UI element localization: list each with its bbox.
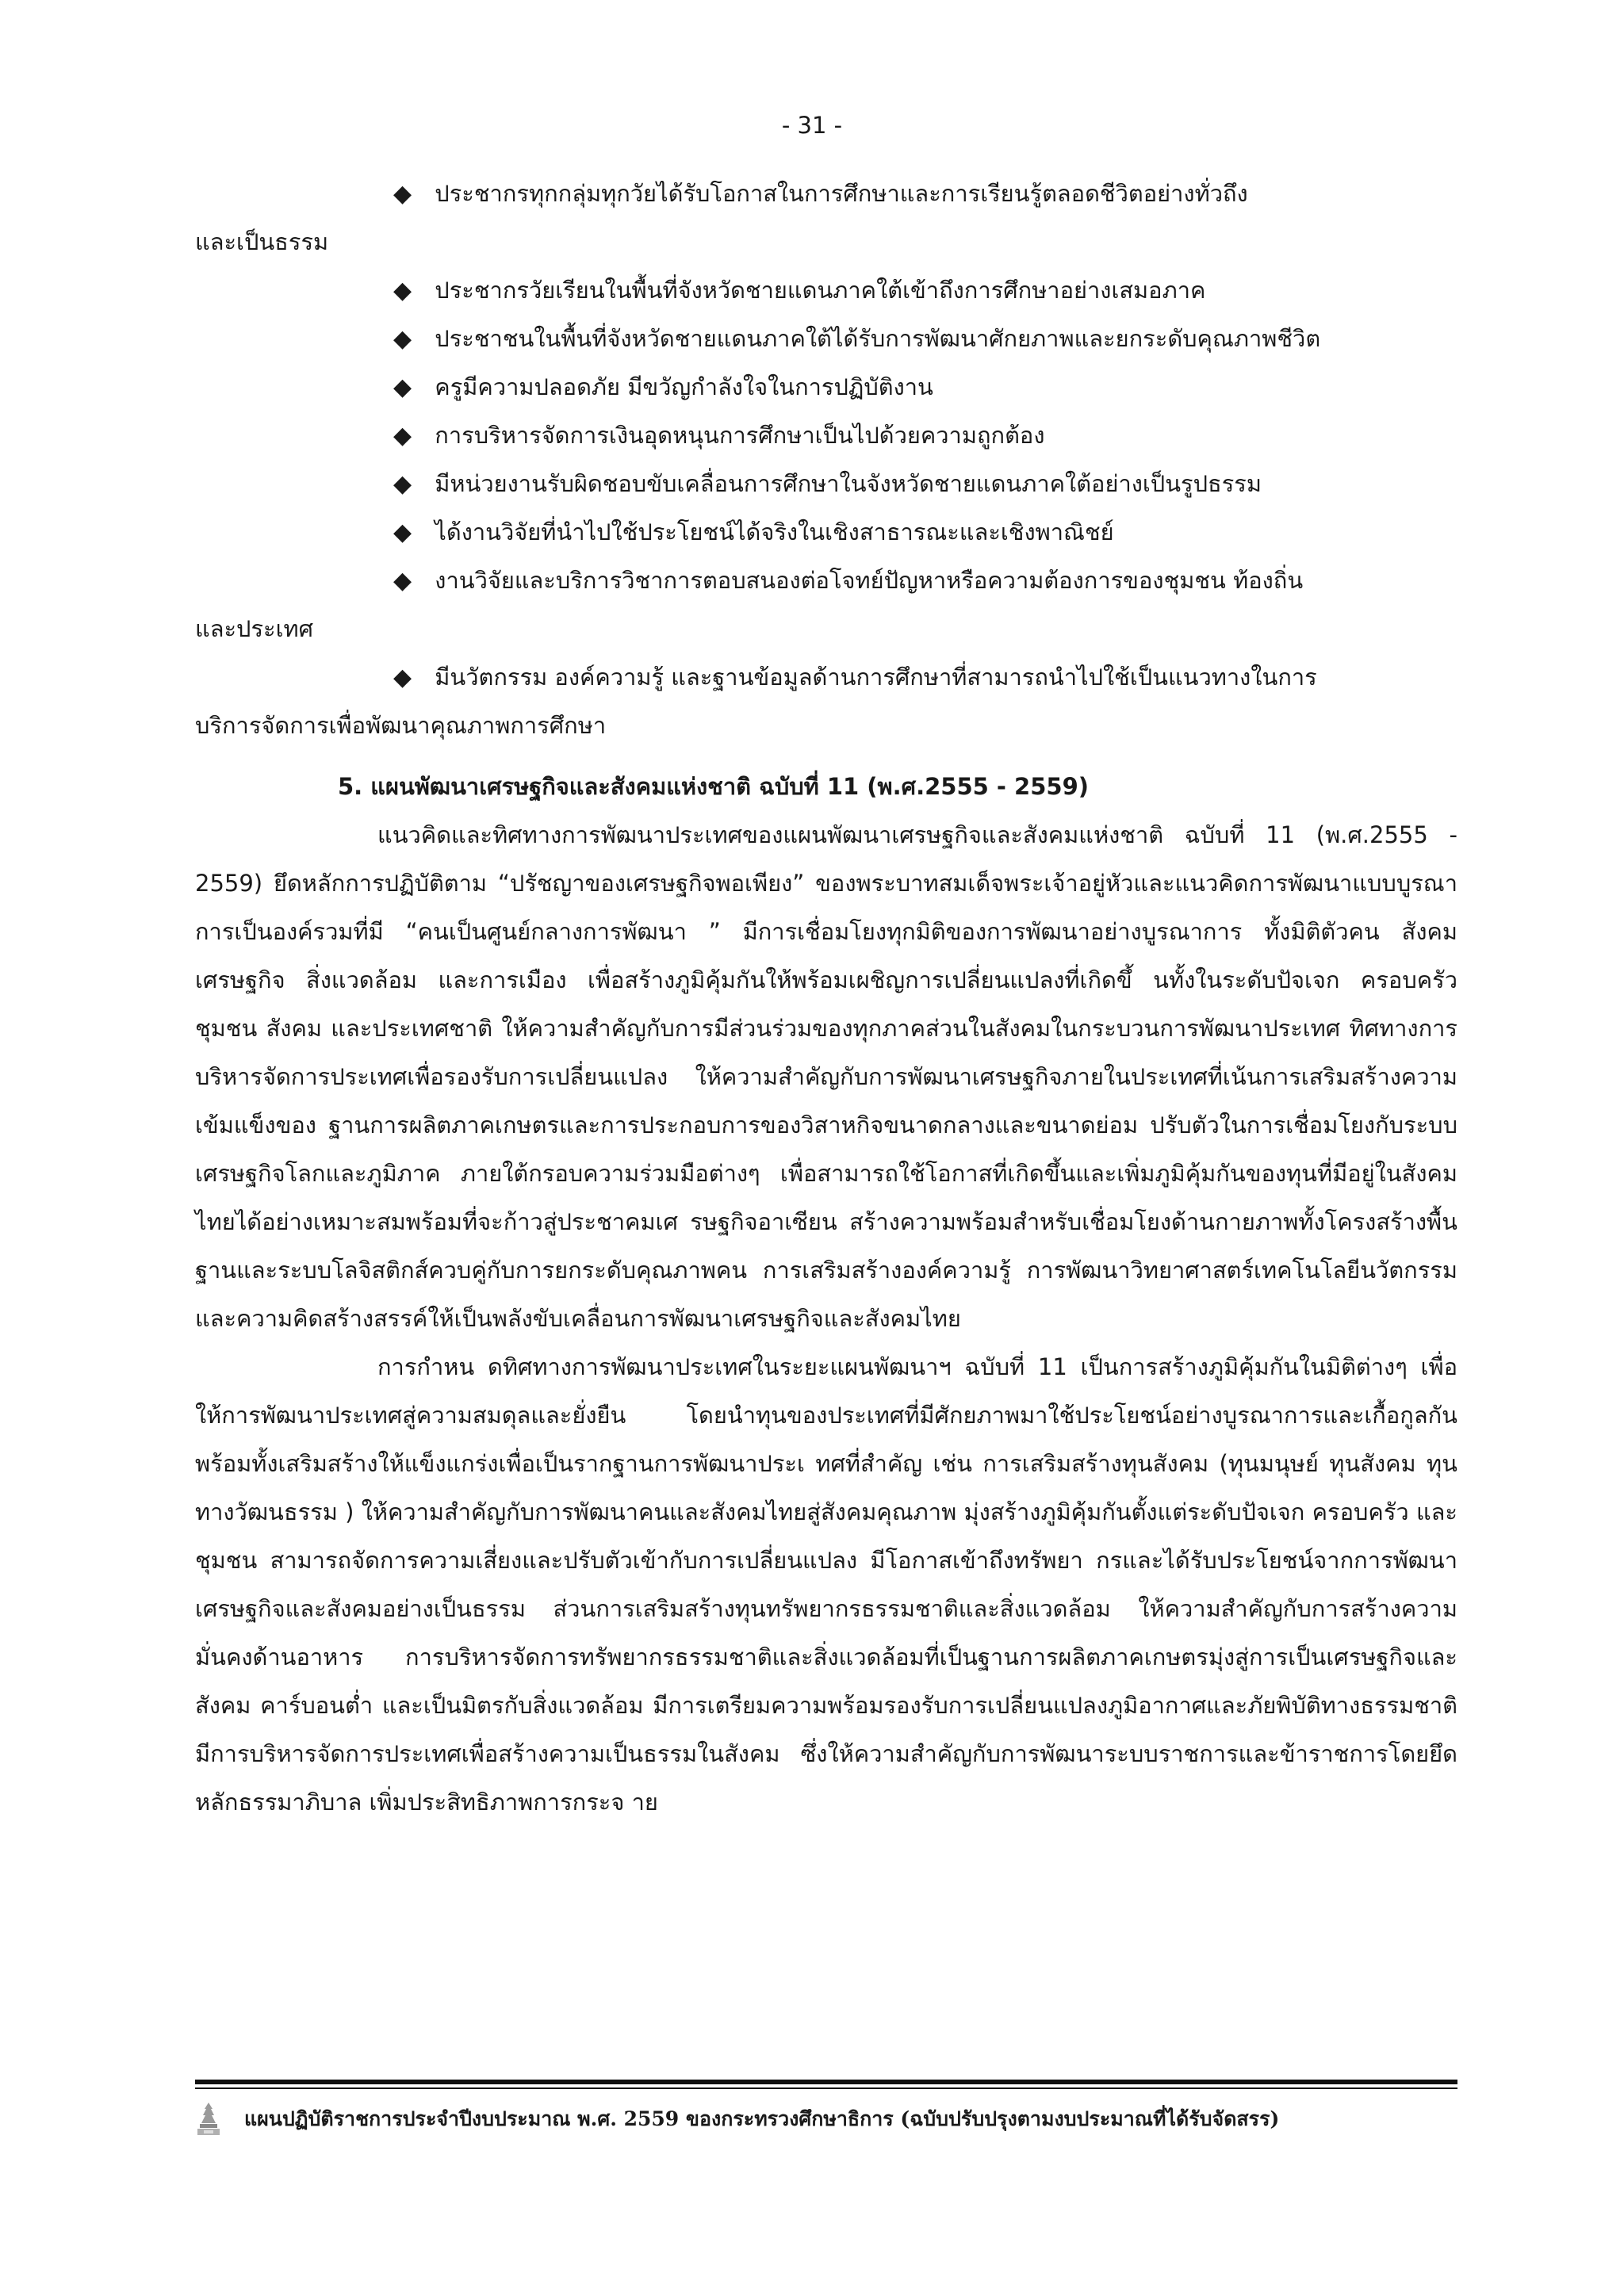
bullet-text: ครูมีความปลอดภัย มีขวัญกำลังใจในการปฏิบัติงาน (435, 373, 933, 400)
bullet-item (195, 557, 1457, 653)
footer-rule-thick (195, 2080, 1457, 2084)
diamond-bullet-icon: ◆ (393, 325, 412, 353)
diamond-bullet-icon: ◆ (393, 664, 412, 691)
bullet-item (195, 315, 1457, 363)
ministry-emblem-icon (195, 2101, 222, 2137)
bullet-text: ได้งานวิจัยที่นำไปใช้ประโยชน์ได้จริงในเชิงสาธารณะและเชิงพาณิชย์ (435, 519, 1114, 545)
diamond-bullet-icon: ◆ (393, 277, 412, 304)
bullet-text: ประชาชนในพื้นที่จังหวัดชายแดนภาคใต้ได้รับการพัฒนาศักยภาพและยกระดับคุณภาพชีวิต (435, 325, 1321, 352)
bullet-item (195, 653, 1457, 750)
footer (195, 2101, 1457, 2137)
bullet-text: ประชากรทุกกลุ่มทุกวัยได้รับโอกาสในการศึกษาและการเรียนรู้ตลอดชีวิตอย่างทั่วถึง (435, 180, 1248, 207)
bullet-continuation: บริการจัดการเพื่อพัฒนาคุณภาพการศึกษา (195, 712, 607, 739)
diamond-bullet-icon: ◆ (393, 567, 412, 595)
bullet-text: งานวิจัยและบริการวิชาการตอบสนองต่อโจทย์ปัญหาหรือความต้องการของชุมชน ท้องถิ่น (435, 567, 1304, 594)
bullet-item (195, 460, 1457, 508)
diamond-bullet-icon: ◆ (393, 422, 412, 450)
bullet-item (195, 170, 1457, 266)
bullet-continuation: และประเทศ (195, 615, 314, 642)
body-paragraph-2: การกำหน ดทิศทางการพัฒนาประเทศในระยะแผนพัฒนาฯ ฉบับที่ 11 เป็นการสร้างภูมิคุ้มกันในมิติต่างๆ เพื่อให้การพัฒนาประเทศสู่ความสมดุลและยั่งยืน โดยนำทุนของประเทศที่มีศักยภาพมาใช้ประโยชน์อย่างบูรณาการและเกื้อกูลกัน พร้อมทั้งเสริมสร้างให้แข็งแกร่งเพื่อเป็นรากฐานการพัฒนาประเ ทศที่สำคัญ เช่น การเสริมสร้างทุนสังคม (ทุนมนุษย์ ทุนสังคม ทุนทางวัฒนธรรม ) ให้ความสำคัญกับการพัฒนาคนและสังคมไทยสู่สังคมคุณภาพ มุ่งสร้างภูมิคุ้มกันตั้งแต่ระดับปัจเจก ครอบครัว และชุมชน สามารถจัดการความเสี่ยงและปรับตัวเข้ากับการเปลี่ยนแปลง มีโอกาสเข้าถึงทรัพยา กรและได้รับประโยชน์จากการพัฒนาเศรษฐกิจและสังคมอย่างเป็นธรรม ส่วนการเสริมสร้างทุนทรัพยากรธรรมชาติและสิ่งแวดล้อม ให้ความสำคัญกับการสร้างความมั่นคงด้านอาหาร การบริหารจัดการทรัพยากรธรรมชาติและสิ่งแวดล้อมที่เป็นฐานการผลิตภาคเกษตรมุ่งสู่การเป็นเศรษฐกิจและสังคม คาร์บอนต่ำ และเป็นมิตรกับสิ่งแวดล้อม มีการเตรียมความพร้อมรองรับการเปลี่ยนแปลงภูมิอากาศและภัยพิบัติทางธรรมชาติ มีการบริหารจัดการประเทศเพื่อสร้างความเป็นธรรมในสังคม ซึ่งให้ความสำคัญกับการพัฒนาระบบราชการและข้าราชการโดยยึดหลักธรรมาภิบาล เพิ่มประสิทธิภาพการกระจ าย (195, 1353, 1457, 1816)
section-heading: 5. แผนพัฒนาเศรษฐกิจและสังคมแห่งชาติ ฉบับที่ 11 (พ.ศ.2555 - 2559) (338, 773, 1090, 800)
page-number: - 31 - (781, 112, 843, 139)
diamond-bullet-icon: ◆ (393, 373, 412, 401)
document-body (195, 170, 1457, 1827)
bullet-item (195, 363, 1457, 411)
bullet-list (195, 170, 1457, 750)
bullet-item (195, 508, 1457, 557)
bullet-text: ประชากรวัยเรียนในพื้นที่จังหวัดชายแดนภาคใต้เข้าถึงการศึกษาอย่างเสมอภาค (435, 277, 1206, 304)
diamond-bullet-icon: ◆ (393, 519, 412, 546)
bullet-text: มีหน่วยงานรับผิดชอบขับเคลื่อนการศึกษาในจังหวัดชายแดนภาคใต้อย่างเป็นรูปธรรม (435, 470, 1262, 497)
footer-text: แผนปฏิบัติราชการประจำปีงบประมาณ พ.ศ. 2559 ของกระทรวงศึกษาธิการ (ฉบับปรับปรุงตามงบประมาณที่ได้รับจัดสรร) (244, 2107, 1280, 2130)
bullet-continuation: และเป็นธรรม (195, 228, 329, 255)
bullet-text: มีนวัตกรรม องค์ความรู้ และฐานข้อมูลด้านการศึกษาที่สามารถนำไปใช้เป็นแนวทางในการ (435, 664, 1317, 691)
diamond-bullet-icon: ◆ (393, 180, 412, 208)
bullet-item (195, 266, 1457, 315)
bullet-item (195, 411, 1457, 460)
bullet-text: การบริหารจัดการเงินอุดหนุนการศึกษาเป็นไปด้วยความถูกต้อง (435, 422, 1045, 449)
diamond-bullet-icon: ◆ (393, 470, 412, 498)
footer-rule-thin (195, 2087, 1457, 2089)
body-paragraph-1: แนวคิดและทิศทางการพัฒนาประเทศของแผนพัฒนาเศรษฐกิจและสังคมแห่งชาติ ฉบับที่ 11 (พ.ศ.2555 - 2559) ยึดหลักการปฏิบัติตาม “ปรัชญาของเศรษฐกิจพอเพียง” ของพระบาทสมเด็จพระเจ้าอยู่หัวและแนวคิดการพัฒนาแบบบูรณาการเป็นองค์รวมที่มี “คนเป็นศูนย์กลางการพัฒนา ” มีการเชื่อมโยงทุกมิติของการพัฒนาอย่างบูรณาการ ทั้งมิติตัวคน สังคม เศรษฐกิจ สิ่งแวดล้อม และการเมือง เพื่อสร้างภูมิคุ้มกันให้พร้อมเผชิญการเปลี่ยนแปลงที่เกิดขึ้ นทั้งในระดับปัจเจก ครอบครัว ชุมชน สังคม และประเทศชาติ ให้ความสำคัญกับการมีส่วนร่วมของทุกภาคส่วนในสังคมในกระบวนการพัฒนาประเทศ ทิศทางการบริหารจัดการประเทศเพื่อรองรับการเปลี่ยนแปลง ให้ความสำคัญกับการพัฒนาเศรษฐกิจภายในประเทศที่เน้นการเสริมสร้างความเข้มแข็งของ ฐานการผลิตภาคเกษตรและการประกอบการของวิสาหกิจขนาดกลางและขนาดย่อม ปรับตัวในการเชื่อมโยงกับระบบเศรษฐกิจโลกและภูมิภาค ภายใต้กรอบความร่วมมือต่างๆ เพื่อสามารถใช้โอกาสที่เกิดขึ้นและเพิ่มภูมิคุ้มกันของทุนที่มีอยู่ในสังคมไทยได้อย่างเหมาะสมพร้อมที่จะก้าวสู่ประชาคมเศ รษฐกิจอาเซียน สร้างความพร้อมสำหรับเชื่อมโยงด้านกายภาพทั้งโครงสร้างพื้นฐานและระบบโลจิสติกส์ควบคู่กับการยกระดับคุณภาพคน การเสริมสร้างองค์ความรู้ การพัฒนาวิทยาศาสตร์เทคโนโลยีนวัตกรรมและความคิดสร้างสรรค์ให้เป็นพลังขับเคลื่อนการพัฒนาเศรษฐกิจและสังคมไทย (195, 821, 1457, 1332)
